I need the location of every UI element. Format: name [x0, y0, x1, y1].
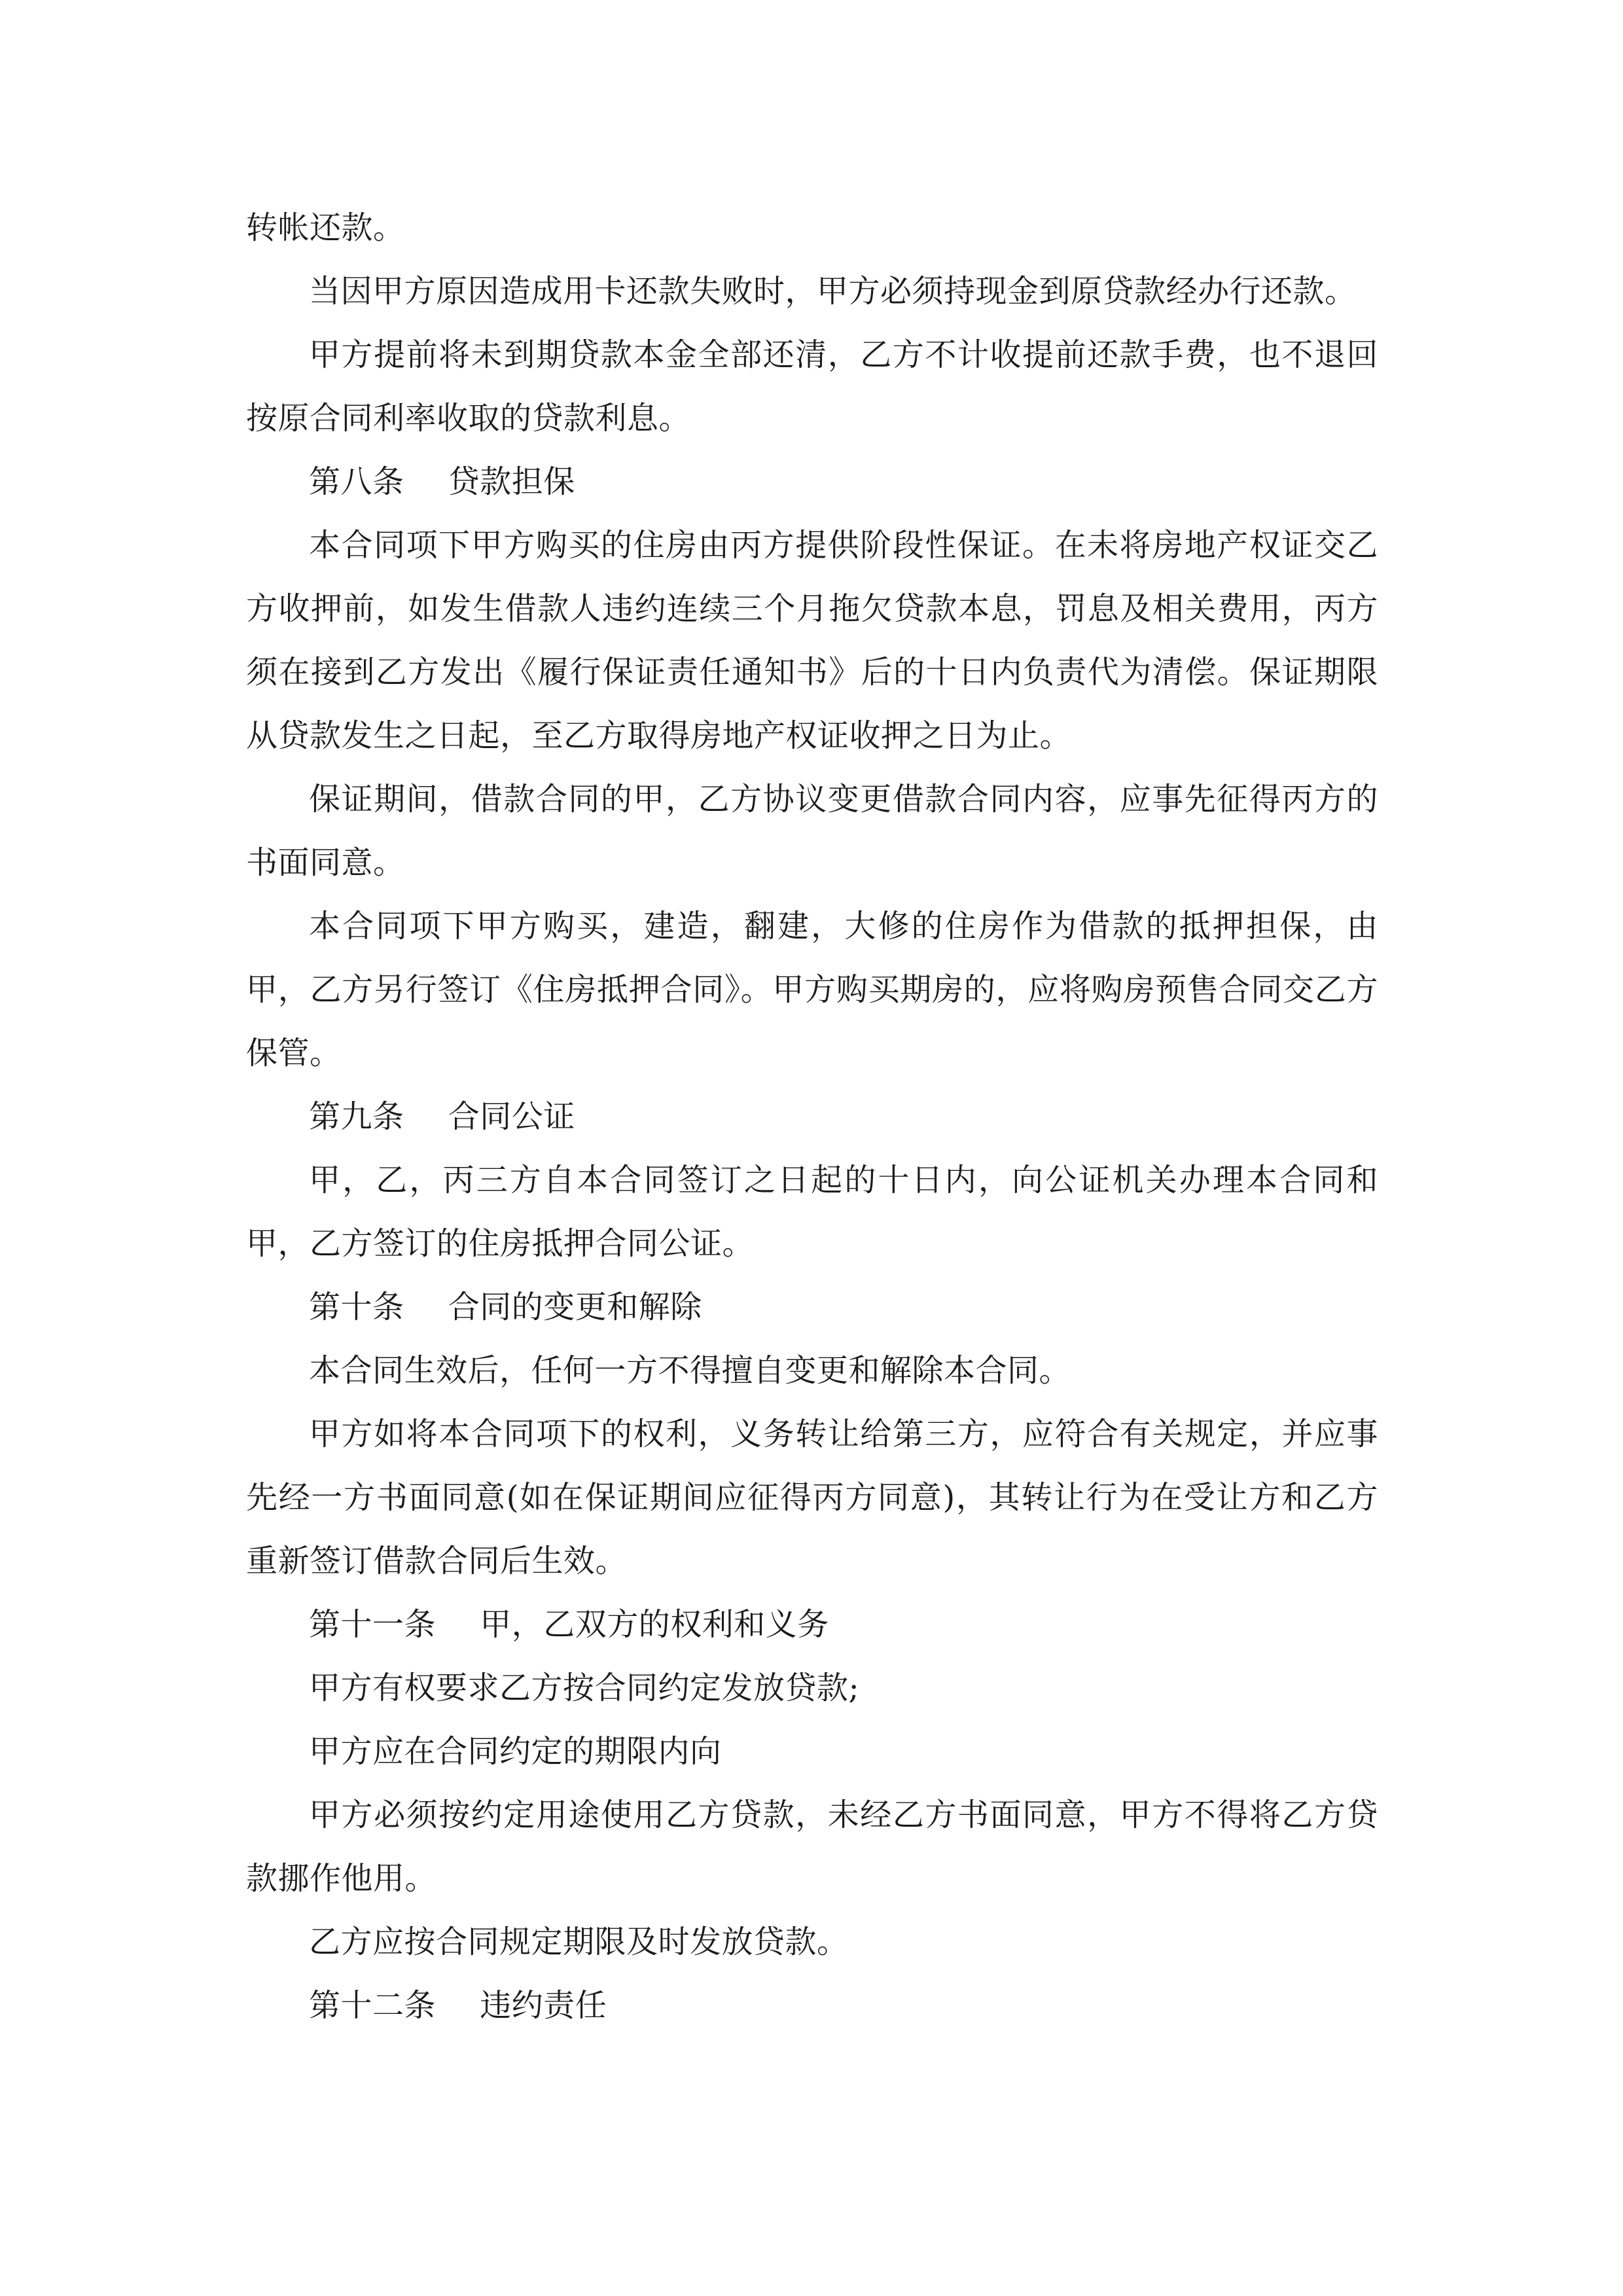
paragraph: 甲方提前将未到期贷款本金全部还清，乙方不计收提前还款手费，也不退回按原合同利率收取的贷款利息。: [246, 336, 1378, 437]
paragraph: 本合同生效后，任何一方不得擅自变更和解除本合同。: [309, 1352, 1071, 1389]
article-number: 第九条: [309, 1098, 404, 1135]
article-number: 第八条: [309, 463, 404, 500]
paragraph: 甲方必须按约定用途使用乙方贷款，未经乙方书面同意，甲方不得将乙方贷款挪作他用。: [246, 1797, 1378, 1897]
paragraph: 甲，乙，丙三方自本合同签订之日起的十日内，向公证机关办理本合同和甲，乙方签订的住房抵押合同公证。: [246, 1162, 1378, 1262]
paragraph: 本合同项下甲方购买，建造，翻建，大修的住房作为借款的抵押担保，由甲，乙方另行签订《住房抵押合同》。甲方购买期房的，应将购房预售合同交乙方保管。: [246, 908, 1378, 1071]
article-title: 贷款担保: [448, 463, 575, 500]
article-title: 合同公证: [448, 1098, 575, 1135]
article-title: 违约责任: [480, 1987, 607, 2024]
paragraph: 当因甲方原因造成用卡还款失败时，甲方必须持现金到原贷款经办行还款。: [309, 273, 1357, 310]
paragraph: 甲方如将本合同项下的权利，义务转让给第三方，应符合有关规定，并应事先经一方书面同意(如在保证期间应征得丙方同意)，其转让行为在受让方和乙方重新签订借款合同后生效。: [246, 1416, 1378, 1579]
article-number: 第十条: [309, 1289, 404, 1325]
article-title: 甲，乙双方的权利和义务: [480, 1606, 829, 1643]
article-8-heading: [246, 450, 1378, 514]
article-title: 合同的变更和解除: [448, 1289, 702, 1325]
continuation-text: 转帐还款。: [246, 209, 405, 246]
paragraph: 本合同项下甲方购买的住房由丙方提供阶段性保证。在未将房地产权证交乙方收押前，如发生借款人违约连续三个月拖欠贷款本息，罚息及相关费用，丙方须在接到乙方发出《履行保证责任通知书》后的十日内负责代为清偿。保证期限从贷款发生之日起，至乙方取得房地产权证收押之日为止。: [246, 527, 1378, 754]
paragraph: 乙方应按合同规定期限及时发放贷款。: [309, 1924, 849, 1960]
paragraph: 甲方有权要求乙方按合同约定发放贷款;: [309, 1670, 860, 1706]
article-9-heading: [246, 1085, 1378, 1149]
paragraph: 保证期间，借款合同的甲，乙方协议变更借款合同内容，应事先征得丙方的书面同意。: [246, 781, 1378, 881]
paragraph: 甲方应在合同约定的期限内向: [309, 1733, 722, 1770]
article-number: 第十一条: [309, 1606, 437, 1643]
article-number: 第十二条: [309, 1987, 437, 2024]
article-12-heading: [246, 1974, 1378, 2037]
document-body: [246, 196, 1378, 2037]
article-10-heading: [246, 1276, 1378, 1339]
article-11-heading: [246, 1593, 1378, 1657]
